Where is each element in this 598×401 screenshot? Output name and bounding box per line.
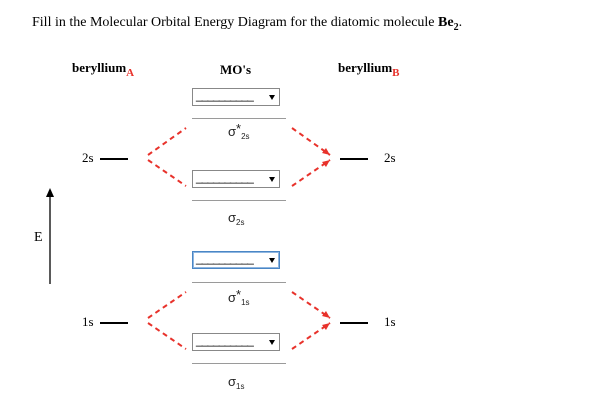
dropdown-value: __________ <box>196 333 253 347</box>
mo-sigma-1s-line <box>192 363 286 364</box>
arrowhead-right-2s-lower <box>322 160 330 167</box>
mo-sigma-star-1s-label <box>228 287 250 307</box>
energy-axis-label: E <box>34 230 43 245</box>
dash-left-2s-to-bonding <box>148 160 186 186</box>
dash-left-1s-to-antibonding <box>148 292 186 318</box>
left-2s-label: 2s <box>82 150 94 165</box>
header-right-subscript: B <box>392 67 400 79</box>
mo-sigma-star-1s-dropdown[interactable] <box>192 251 280 269</box>
mo-sigma-2s-line <box>192 200 286 201</box>
dash-left-1s-to-bonding <box>148 323 186 349</box>
arrowhead-right-1s-upper <box>322 311 330 318</box>
header-left-subscript: A <box>126 67 135 79</box>
molecule-subscript: 2 <box>453 21 459 33</box>
chevron-down-icon <box>269 340 275 345</box>
mo-symbol: σ <box>228 210 237 225</box>
mo-sigma-star-1s-line <box>192 282 286 283</box>
dash-left-2s-to-antibonding <box>148 128 186 155</box>
header-mos: MO's <box>220 62 252 77</box>
mo-sigma-2s-label <box>228 210 244 225</box>
instruction-suffix: . <box>458 15 463 30</box>
instruction-prefix: Fill in the Molecular Orbital Energy Diagram for the diatomic molecule <box>32 15 439 30</box>
mo-subscript: 2s <box>236 218 245 227</box>
header-left-label: beryllium <box>72 60 127 75</box>
mo-sigma-1s-label <box>228 374 244 389</box>
mo-subscript: 1s <box>241 298 250 307</box>
mo-sigma-star-2s-line <box>192 118 286 119</box>
mo-sigma-2s-dropdown[interactable] <box>192 170 280 188</box>
header-right-label: beryllium <box>338 60 393 75</box>
right-2s-label: 2s <box>384 150 396 165</box>
mo-symbol: σ <box>228 124 237 139</box>
mo-subscript: 1s <box>236 382 245 391</box>
mo-star: * <box>236 287 242 302</box>
mo-star: * <box>236 121 242 136</box>
dropdown-value: __________ <box>196 251 253 265</box>
right-1s-label: 1s <box>384 314 396 329</box>
molecule-symbol: Be <box>438 15 454 30</box>
dropdown-value: __________ <box>196 88 253 102</box>
chevron-down-icon <box>269 177 275 182</box>
mo-sigma-star-2s-dropdown[interactable] <box>192 88 280 106</box>
chevron-down-icon <box>269 258 275 263</box>
dropdown-value: __________ <box>196 170 253 184</box>
mo-sigma-1s-dropdown[interactable] <box>192 333 280 351</box>
mo-sigma-star-2s-label <box>228 121 250 141</box>
mo-subscript: 2s <box>241 132 250 141</box>
chevron-down-icon <box>269 95 275 100</box>
arrowhead-right-1s-lower <box>322 323 330 330</box>
mo-symbol: σ <box>228 290 237 305</box>
mo-symbol: σ <box>228 374 237 389</box>
left-1s-label: 1s <box>82 314 94 329</box>
